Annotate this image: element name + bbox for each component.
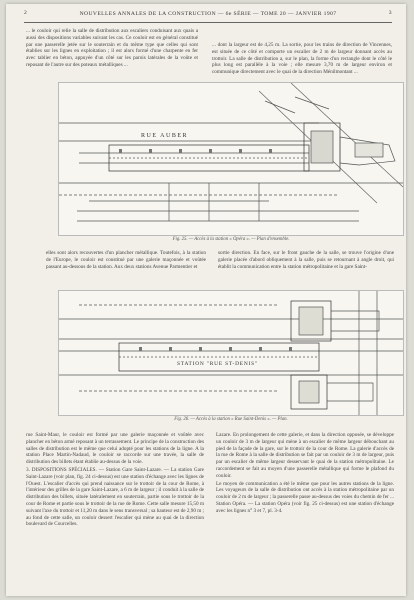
section-paragraph: Le moyen de communication a été le même que pour les autres stations de la ligne. Les voyageurs de la salle de distribution ont accès à la station métropolitaine par un couloir de 2 m de largeur ; la passerelle passe au-dessus des voies du chemin de fer ... Station Opéra. — La station Opéra (voir fig. 25 ci-dessus) est une station d'échange avec les lignes n° 3 et 7, pl. 3-4.	[216, 480, 394, 514]
station-label: STATION "RUE ST-DENIS"	[177, 361, 258, 367]
page-number-right: 3	[388, 10, 392, 16]
figure-saint-denis-plan	[58, 290, 404, 416]
text-column-middle-left	[46, 250, 206, 286]
journal-title: NOUVELLES ANNALES DE LA CONSTRUCTION — 6e SÉRIE — TOME 20 — JANVIER 1907	[79, 11, 337, 17]
plan-drawing	[59, 83, 403, 235]
paragraph: elles sont alors recouvertes d'un plancher métallique. Toutefois, à la station de l'Europe, le couloir est constitué par une galerie maçonnée et voûtée passant au-dessous de la station. Aux deux stations Avenue Parmentier et	[46, 250, 206, 270]
text-column-bottom-right	[216, 432, 394, 592]
paragraph: rue Saint-Maur, le couloir est formé par une galerie maçonnée et voûtée avec plancher en béton armé reposant à un terrassement. Le principe de la construction des salles de distribution est le même que celui adopté pour les stations de la ligne. A la station Place Martin-Nadaud, le couloir se raccorde sur une travée, la salle de distribution des billets étant établie au-dessus de la voie.	[26, 432, 204, 466]
text-column-bottom-left	[26, 432, 204, 592]
street-label: RUE AUBER	[141, 133, 189, 139]
text-column-top-left	[26, 28, 198, 78]
paragraph: ... le couloir qui relie la salle de distribution aux escaliers conduisant aux quais a aussi des dispositions variables suivant les cas. Ce couloir est en général constitué par une passerelle jetée sur le souterrain et du même type que celles qui sont établies sur les lignes en exploitation ; il est alors formé d'une charpente en fer avec tablier en béton, appuyée d'un côté sur les parois latérales de la voûte et reposant de l'autre sur des poteaux métalliques ...	[26, 28, 198, 68]
text-column-middle-right	[218, 250, 394, 286]
plan-drawing	[59, 291, 403, 415]
running-header	[24, 10, 392, 23]
paragraph: sortie direction. En face, sur le front gauche de la salle, se trouve l'origine d'une galerie placée d'abord obliquement à la salle, puis se retournant à angle droit, qui établit la communication entre la station métropolitaine et la gare Saint-	[218, 250, 394, 270]
figure-caption: Fig. 25. — Accès à la station « Opéra ». — Plan d'ensemble.	[172, 237, 290, 242]
paper-page	[6, 4, 406, 596]
paragraph: ... dont la largeur est de 4,25 m. La sortie, pour les trains de direction de Vincennes, est située de ce côté et comporte un escalier de 2 m de largeur donnant accès au trottoir. La salle de distribution a, sur le plan, la forme d'un rectangle dont le côté le plus long est parallèle à la voie ; elle mesure 3,70 m de largeur environ et communique directement avec le quai de la direction Ménilmontant ...	[212, 42, 392, 76]
section-paragraph: 3. DISPOSITIONS SPÉCIALES. — Station Gare Saint-Lazare. — La station Gare Saint-Lazare (voir plan, fig. 24 ci-dessus) est une station d'échange avec les lignes de l'Ouest. L'escalier d'accès qui prend naissance sur le trottoir de la cour de Rome, à l'intérieur des grilles de la gare Saint-Lazare, a 6 m de largeur ; il conduit à la salle de distribution des billets, située latéralement en souterrain, partie sous le trottoir de la cour de Rome et partie sous le trottoir de la rue de Rome. Cette salle mesure 15,50 m suivant l'axe du trottoir et 11,20 m dans le sens transversal ; sa hauteur est de 2,90 m ; au fond de cette salle, un couloir dessert l'escalier qui mène au quai de la direction boulevard de Courcelles.	[26, 466, 204, 528]
text-column-top-right	[212, 42, 392, 78]
figure-opera-plan	[58, 82, 404, 236]
figure-caption: Fig. 26. — Accès à la station « Rue Saint-Denis ». — Plan.	[174, 417, 288, 422]
page-number-left: 2	[24, 10, 28, 16]
paragraph: Lazare. En prolongement de cette galerie, et dans la direction opposée, se développe un couloir de 3 m de largeur qui mène à un escalier de même largeur débouchant au pied de la façade de la gare, sur le trottoir de la cour de Rome. La galerie d'accès de la rue de Rome à la salle de distribution se fait par un couloir de 3 m de largeur, puis par un escalier de même largeur desservant le quai de la station métropolitaine. Le raccordement se fait au moyen d'une passerelle métallique qui forme le plafond du couloir.	[216, 432, 394, 479]
